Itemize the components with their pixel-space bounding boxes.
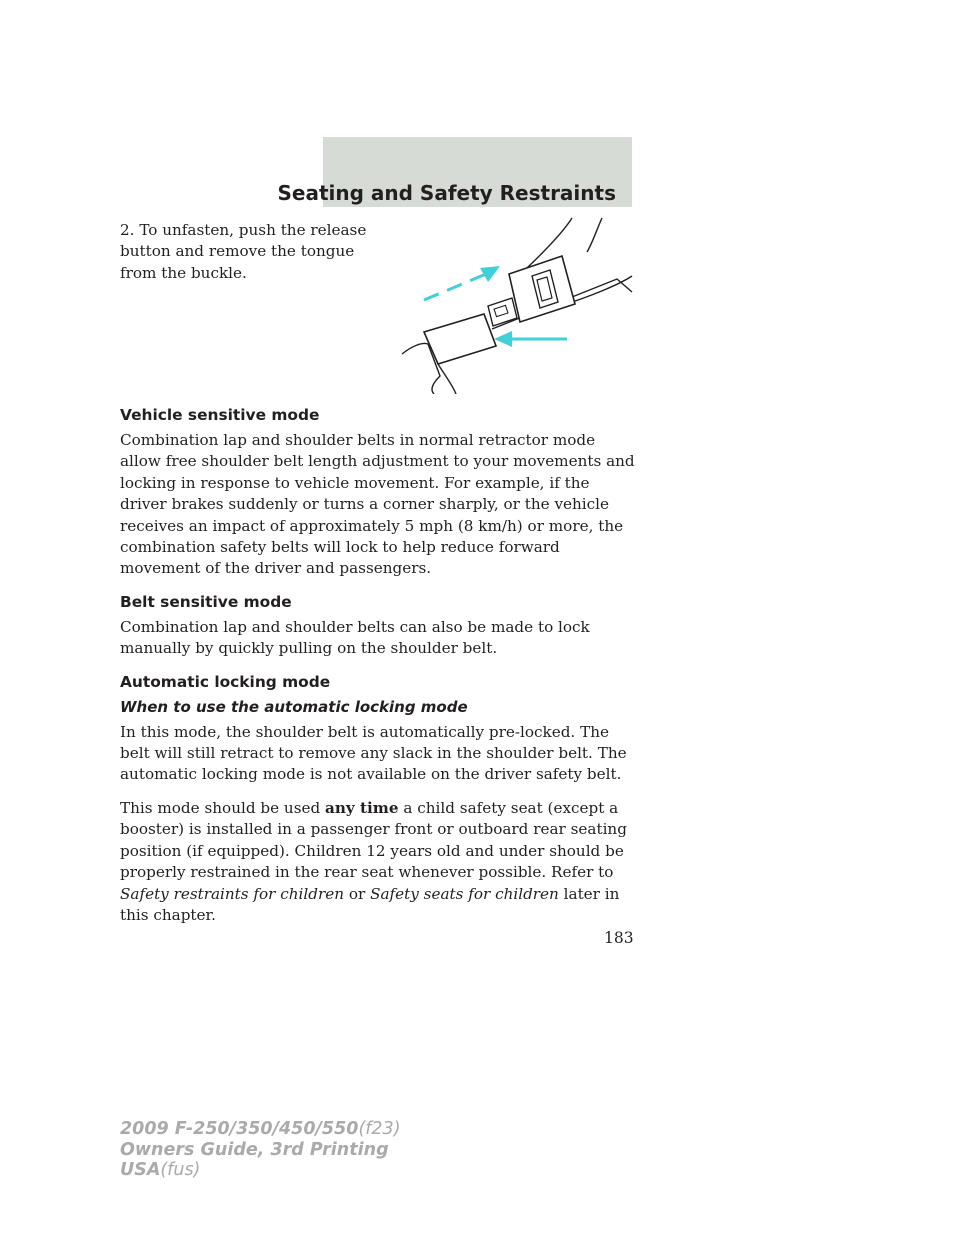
- page-number: 183: [604, 929, 634, 947]
- para2-text-a: This mode should be used: [120, 798, 326, 817]
- main-content: [120, 405, 640, 938]
- subheading-when-to-use: When to use the automatic locking mode: [120, 697, 468, 716]
- footer-model-code: (f23): [358, 1119, 401, 1139]
- seat-belt-buckle-icon: [392, 214, 636, 394]
- footer-region: USA: [120, 1160, 161, 1180]
- reference-safety-restraints-for-children: Safety restraints for children: [120, 884, 345, 903]
- paragraph-automatic-locking-1: In this mode, the shoulder belt is automatically pre-locked. The belt will still retract to remove any slack in the shoulder belt. The automatic locking mode is not available on the driver safety belt.: [120, 722, 627, 784]
- footer-guide: Owners Guide, 3rd Printing: [120, 1139, 389, 1160]
- footer-region-line: [120, 1160, 401, 1181]
- paragraph-automatic-locking-2: [120, 798, 640, 926]
- paragraph-vehicle-sensitive-mode: Combination lap and shoulder belts in normal retractor mode allow free shoulder belt length adjustment to your movements and locking in response to vehicle movement. For example, if the driver brakes suddenly or turns a corner sharply, or the vehicle receives an impact of approximately 5 mph (8 km/h) or more, the combination safety belts will lock to help reduce forward movement of the driver and passengers.: [120, 431, 635, 578]
- step-unfasten: 2. To unfasten, push the release button and remove the tongue from the buckle.: [120, 221, 367, 282]
- reference-safety-seats-for-children: Safety seats for children: [370, 884, 559, 903]
- heading-vehicle-sensitive-mode: Vehicle sensitive mode: [120, 406, 320, 424]
- header-band: [277, 137, 632, 207]
- paragraph-belt-sensitive-mode: Combination lap and shoulder belts can also be made to lock manually by quickly pulling on the shoulder belt.: [120, 617, 590, 658]
- heading-automatic-locking-mode: Automatic locking mode: [120, 672, 331, 691]
- para2-text-c: or: [344, 884, 371, 903]
- para2-text-d: later in this chapter.: [120, 884, 620, 924]
- heading-belt-sensitive-mode: Belt sensitive mode: [120, 592, 292, 611]
- footer-model: 2009 F-250/350/450/550: [120, 1119, 359, 1139]
- footer: [120, 1119, 401, 1181]
- footer-model-line: [120, 1119, 401, 1140]
- para2-emphasis: any time: [325, 798, 399, 817]
- footer-region-code: (fus): [160, 1160, 201, 1180]
- para2-text-b: a child safety seat (except a booster) is installed in a passenger front or outboard rear seating position (if equipped). Children 12 years old and under should be properly restrained in the rear seat whenever possible. Refer to: [120, 798, 627, 882]
- page-section-title: Seating and Safety Restraints: [277, 181, 616, 205]
